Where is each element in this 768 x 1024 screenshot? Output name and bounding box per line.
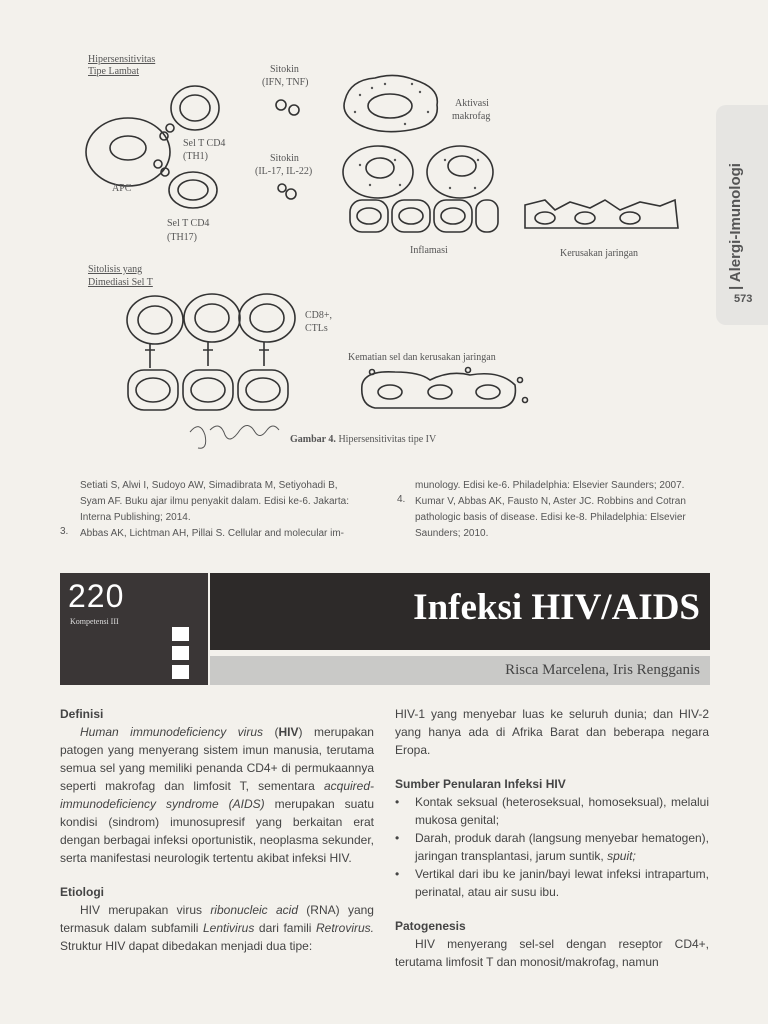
label-cd8: CD8+, bbox=[305, 310, 333, 321]
macrophage-activated bbox=[344, 75, 437, 131]
heading-patogenesis: Patogenesis bbox=[395, 919, 466, 933]
paragraph-etiologi: HIV merupakan virus ribonucleic acid (RNA) yang termasuk dalam subfamili Lentivirus dari famili Retrovirus. Struktur HIV dapat dibedakan menjadi dua tipe: bbox=[60, 903, 374, 953]
reference-line: Kumar V, Abbas AK, Fausto N, Aster JC. Robbins and Cotran bbox=[415, 496, 686, 507]
reference-line: munology. Edisi ke-6. Philadelphia: Elsevier Saunders; 2007. bbox=[415, 480, 685, 491]
reference-line: Syam AF. Buku ajar ilmu penyakit dalam. Edisi ke-6. Jakarta: bbox=[80, 496, 350, 507]
bullet-item: • Kontak seksual (heteroseksual, homoseksual), melalui mukosa genital; bbox=[395, 795, 709, 827]
label-selt-th1-2: (TH1) bbox=[183, 151, 208, 162]
label-kematian: Kematian sel dan kerusakan jaringan bbox=[348, 352, 496, 363]
heading-etiologi: Etiologi bbox=[60, 885, 104, 899]
decorative-square bbox=[172, 627, 189, 641]
bullet-item: • Vertikal dari ibu ke janin/bayi lewat infeksi intrapartum, perinatal, atau air susu ibu. bbox=[395, 867, 709, 899]
reference-list-left bbox=[80, 478, 380, 542]
label-sitokin-2b: (IL-17, IL-22) bbox=[255, 166, 313, 177]
label-sitokin-1: Sitokin bbox=[270, 64, 299, 75]
reference-number-4: 4. bbox=[397, 494, 406, 505]
label-selt-th1-1: Sel T CD4 bbox=[183, 138, 226, 149]
kompetensi-label: Kompetensi III bbox=[70, 617, 119, 626]
label-dth-title-1: Hipersensitivitas bbox=[88, 54, 156, 65]
paragraph-definisi: Human immunodeficiency virus (HIV) merupakan patogen yang menyerang sistem imun manusia, terutama semua sel yang memiliki penanda CD4+ di permukaannya seperti makrofag dan limfosit T, sementara acquired-immunodeficiency syndrome (AIDS) merupakan suatu kondisi (sindrom) imunosupresif yang berkaitan erat dengan berbagai infeksi oportunistik, neoplasma sekunder, serta manifestasi neurologik tertentu akibat infeksi HIV. bbox=[60, 725, 374, 865]
label-sitolisis-2: Dimediasi Sel T bbox=[88, 277, 153, 288]
label-dth-title-2: Tipe Lambat bbox=[88, 66, 140, 77]
t-cell-th1 bbox=[171, 86, 219, 130]
label-sitokin-1b: (IFN, TNF) bbox=[262, 77, 309, 88]
label-selt-th17-2: (TH17) bbox=[167, 232, 197, 243]
figure-caption: Gambar 4. Hipersensitivitas tipe IV bbox=[290, 434, 437, 445]
reference-number-3: 3. bbox=[60, 526, 69, 537]
reference-line: Abbas AK, Lichtman AH, Pillai S. Cellular and molecular im- bbox=[80, 528, 345, 539]
chapter-number: 220 bbox=[68, 578, 125, 614]
label-aktivasi-2: makrofag bbox=[452, 111, 491, 122]
reference-line: Setiati S, Alwi I, Sudoyo AW, Simadibrata M, Setiyohadi B, bbox=[80, 480, 338, 491]
reference-line: pathologic basis of disease. Edisi ke-8. Philadelphia: Elsevier bbox=[415, 512, 686, 523]
label-selt-th17-1: Sel T CD4 bbox=[167, 218, 210, 229]
reference-line: Saunders; 2010. bbox=[415, 528, 489, 539]
page-number: 573 bbox=[734, 293, 753, 305]
reference-line: Interna Publishing; 2014. bbox=[80, 512, 191, 523]
body-column-right bbox=[395, 705, 709, 971]
t-cell-th17 bbox=[169, 172, 217, 208]
heading-sumber-penularan: Sumber Penularan Infeksi HIV bbox=[395, 777, 566, 791]
label-apc: APC bbox=[112, 183, 132, 194]
reference-list-right bbox=[415, 478, 715, 542]
heading-definisi: Definisi bbox=[60, 707, 104, 721]
chapter-title: Infeksi HIV/AIDS bbox=[413, 587, 700, 628]
label-kerusakan: Kerusakan jaringan bbox=[560, 248, 639, 259]
label-sitolisis-1: Sitolisis yang bbox=[88, 264, 143, 275]
chapter-authors: Risca Marcelena, Iris Rengganis bbox=[505, 662, 700, 678]
label-ctls: CTLs bbox=[305, 323, 328, 334]
bullet-item: • Darah, produk darah (langsung menyebar hematogen), jaringan transplantasi, jarum suntik, spuit; bbox=[395, 831, 709, 863]
apc-cell bbox=[86, 118, 170, 186]
section-tab-label: | Alergi-Imunologi bbox=[727, 163, 744, 290]
label-aktivasi-1: Aktivasi bbox=[455, 98, 489, 109]
label-sitokin-2: Sitokin bbox=[270, 153, 299, 164]
decorative-square bbox=[172, 665, 189, 679]
paragraph-hiv-types: HIV-1 yang menyebar luas ke seluruh dunia; dan HIV-2 yang hanya ada di Afrika Barat dan beberapa negara Eropa. bbox=[395, 707, 709, 757]
body-column-left bbox=[60, 705, 374, 955]
label-inflamasi: Inflamasi bbox=[410, 245, 448, 256]
figure-hypersensitivity-type-iv bbox=[0, 0, 768, 460]
paragraph-patogenesis: HIV menyerang sel-sel dengan reseptor CD4+, terutama limfosit T dan monosit/makrofag, namun bbox=[395, 937, 709, 969]
decorative-square bbox=[172, 646, 189, 660]
